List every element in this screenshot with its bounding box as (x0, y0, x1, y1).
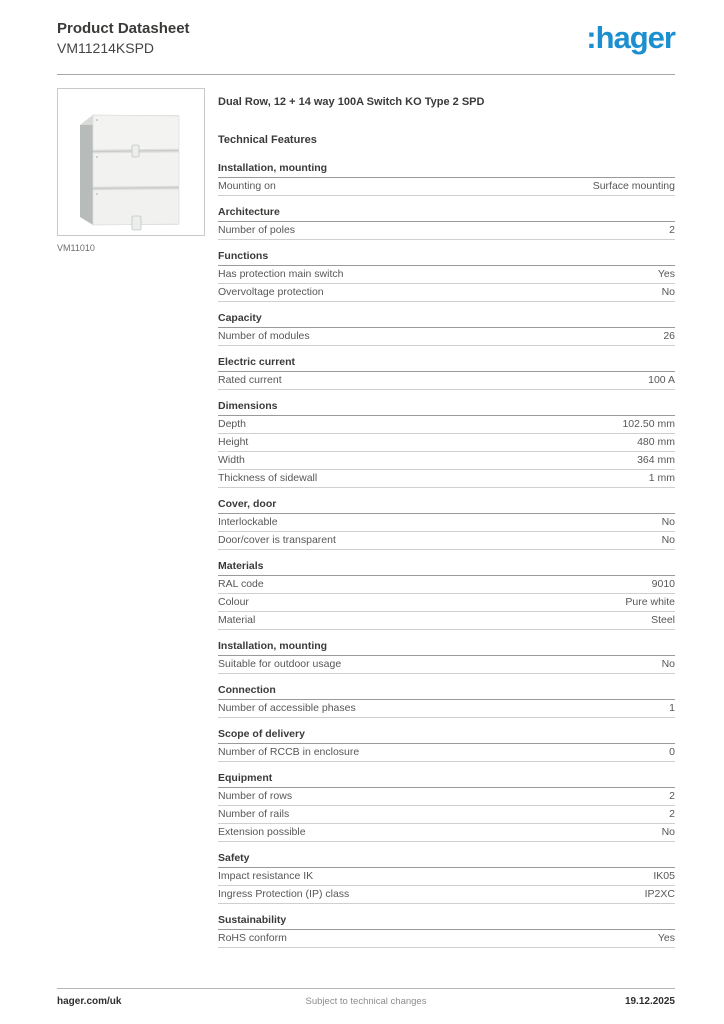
spec-section-title: Electric current (218, 356, 675, 372)
product-image-column (57, 88, 205, 958)
spec-section-title: Installation, mounting (218, 162, 675, 178)
title-block (57, 20, 190, 57)
spec-row (218, 416, 675, 434)
page-header (57, 20, 675, 57)
spec-value: 9010 (651, 578, 675, 590)
spec-section-title: Functions (218, 250, 675, 266)
product-reference: VM11214KSPD (57, 39, 155, 56)
spec-row (218, 372, 675, 390)
spec-section-title: Dimensions (218, 400, 675, 416)
spec-value: No (661, 826, 675, 838)
spec-row (218, 576, 675, 594)
spec-value: 100 A (648, 374, 675, 386)
spec-section (218, 250, 675, 302)
page-title: Product Datasheet (57, 20, 190, 37)
main-content (57, 88, 675, 958)
spec-label: Has protection main switch (218, 268, 344, 280)
spec-label: Suitable for outdoor usage (218, 658, 342, 670)
spec-section (218, 914, 675, 948)
spec-value: Steel (651, 614, 675, 626)
spec-value: 26 (663, 330, 675, 342)
spec-row (218, 824, 675, 842)
spec-label: Impact resistance IK (218, 870, 314, 882)
footer-website-link[interactable]: hager.com/uk (57, 996, 122, 1007)
spec-row (218, 452, 675, 470)
spec-label: RAL code (218, 578, 264, 590)
spec-label: Number of modules (218, 330, 310, 342)
spec-section (218, 684, 675, 718)
spec-label: Number of RCCB in enclosure (218, 746, 360, 758)
spec-label: Thickness of sidewall (218, 472, 318, 484)
product-image-frame (57, 88, 205, 236)
spec-sections (218, 162, 675, 948)
spec-value: 102.50 mm (622, 418, 675, 430)
spec-row (218, 594, 675, 612)
spec-section (218, 162, 675, 196)
spec-section-title: Cover, door (218, 498, 675, 514)
spec-section-title: Installation, mounting (218, 640, 675, 656)
spec-value: 2 (669, 790, 675, 802)
page-footer (57, 996, 675, 1007)
spec-row (218, 656, 675, 674)
spec-value: 364 mm (637, 454, 675, 466)
spec-label: Depth (218, 418, 247, 430)
spec-value: No (661, 534, 675, 546)
spec-label: Height (218, 436, 249, 448)
spec-label: Number of poles (218, 224, 296, 236)
spec-row (218, 806, 675, 824)
spec-label: Material (218, 614, 256, 626)
spec-value: Surface mounting (592, 180, 675, 192)
spec-row (218, 222, 675, 240)
spec-label: Width (218, 454, 245, 466)
product-description: Dual Row, 12 + 14 way 100A Switch KO Type 2 SPD (218, 96, 485, 108)
spec-row (218, 930, 675, 948)
spec-value: Yes (657, 932, 675, 944)
spec-row (218, 868, 675, 886)
spec-section-title: Materials (218, 560, 675, 576)
spec-label: Overvoltage protection (218, 286, 324, 298)
spec-value: No (661, 658, 675, 670)
spec-label: RoHS conform (218, 932, 287, 944)
spec-label: Extension possible (218, 826, 306, 838)
spec-label: Number of rows (218, 790, 293, 802)
spec-label: Ingress Protection (IP) class (218, 888, 350, 900)
spec-value: 1 mm (648, 472, 675, 484)
spec-row (218, 532, 675, 550)
spec-row (218, 886, 675, 904)
spec-row (218, 700, 675, 718)
technical-features-heading: Technical Features (218, 134, 317, 146)
spec-row (218, 612, 675, 630)
spec-section (218, 400, 675, 488)
spec-section (218, 772, 675, 842)
spec-label: Rated current (218, 374, 282, 386)
spec-row (218, 178, 675, 196)
hager-logo: :hager (586, 20, 675, 55)
spec-value: 480 mm (637, 436, 675, 448)
spec-value: 2 (669, 808, 675, 820)
spec-value: 0 (669, 746, 675, 758)
spec-label: Interlockable (218, 516, 278, 528)
spec-section (218, 312, 675, 346)
footer-divider (57, 988, 675, 989)
spec-label: Number of accessible phases (218, 702, 356, 714)
spec-value: IP2XC (644, 888, 675, 900)
enclosure-product-image (58, 89, 204, 235)
spec-section-title: Architecture (218, 206, 675, 222)
spec-value: IK05 (653, 870, 675, 882)
spec-row (218, 470, 675, 488)
spec-row (218, 328, 675, 346)
spec-value: No (661, 286, 675, 298)
spec-section-title: Connection (218, 684, 675, 700)
spec-row (218, 788, 675, 806)
spec-section (218, 206, 675, 240)
spec-column (218, 88, 675, 958)
spec-section (218, 640, 675, 674)
spec-section-title: Capacity (218, 312, 675, 328)
spec-section (218, 560, 675, 630)
spec-section (218, 498, 675, 550)
spec-label: Mounting on (218, 180, 276, 192)
spec-value: Yes (657, 268, 675, 280)
spec-section-title: Safety (218, 852, 675, 868)
spec-row (218, 434, 675, 452)
footer-date: 19.12.2025 (624, 996, 675, 1007)
spec-label: Colour (218, 596, 249, 608)
spec-section-title: Scope of delivery (218, 728, 675, 744)
spec-section-title: Sustainability (218, 914, 675, 930)
spec-row (218, 266, 675, 284)
spec-section (218, 356, 675, 390)
spec-row (218, 514, 675, 532)
spec-row (218, 284, 675, 302)
spec-section-title: Equipment (218, 772, 675, 788)
product-image-caption: VM11010 (57, 243, 95, 253)
spec-label: Door/cover is transparent (218, 534, 336, 546)
spec-value: 1 (669, 702, 675, 714)
footer-disclaimer: Subject to technical changes (305, 996, 427, 1007)
spec-section (218, 728, 675, 762)
header-divider (57, 74, 675, 75)
spec-value: 2 (669, 224, 675, 236)
spec-section (218, 852, 675, 904)
spec-label: Number of rails (218, 808, 290, 820)
spec-value: No (661, 516, 675, 528)
spec-row (218, 744, 675, 762)
spec-value: Pure white (625, 596, 675, 608)
